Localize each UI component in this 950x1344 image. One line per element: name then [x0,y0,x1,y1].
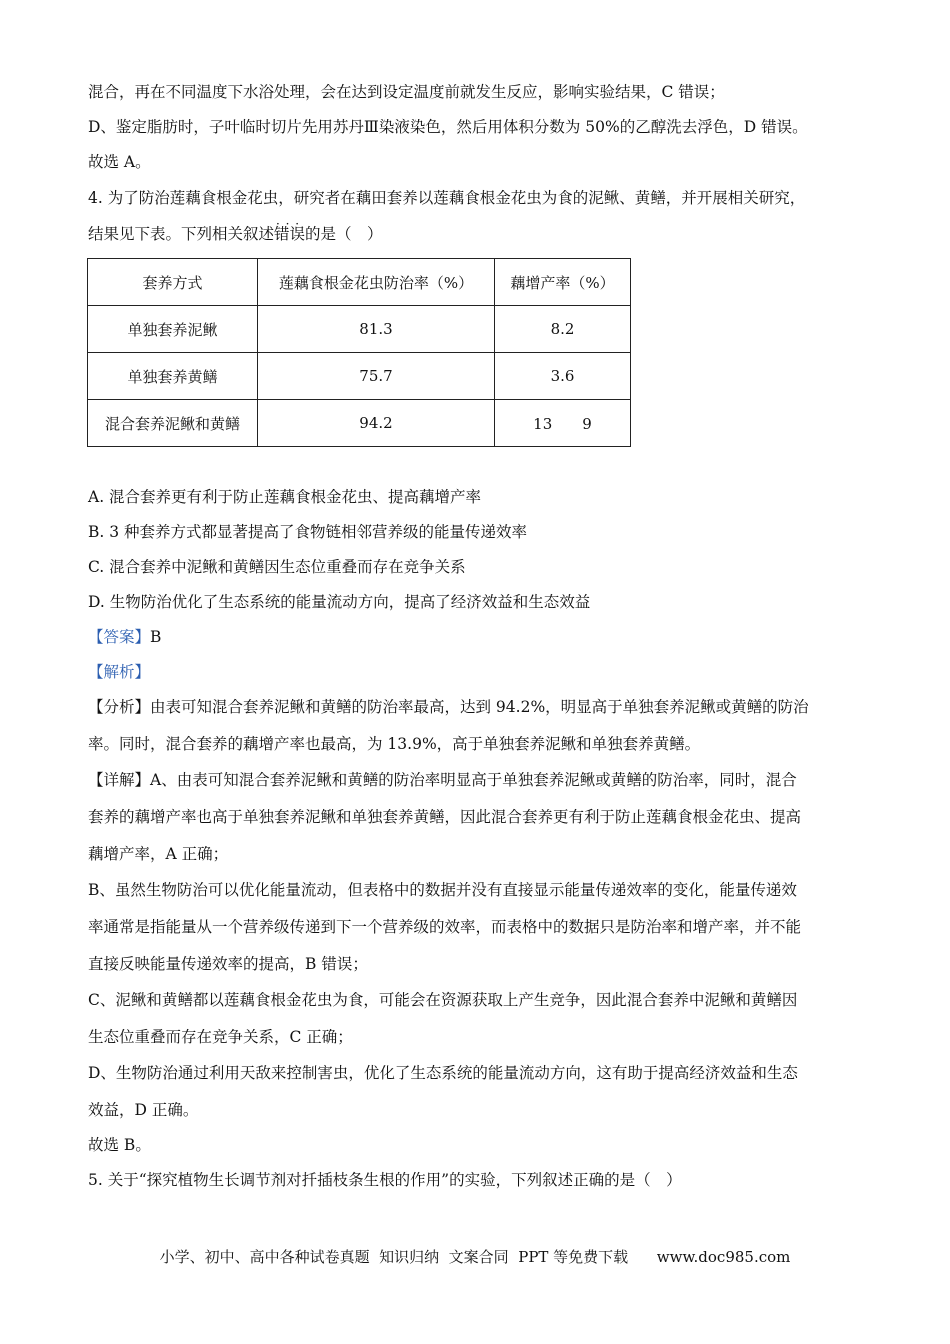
detail-line: 藕增产率，A 正确； [88,845,229,863]
answer-label: 【答案】 [88,628,151,646]
prev-answer-line-2: D、鉴定脂肪时，子叶临时切片先用苏丹Ⅲ染液染色，然后用体积分数为 50%的乙醇洗去浮色，D 错误。 [88,118,808,136]
analysis-line: 率。同时，混合套养的藕增产率也最高，为 13.9%，高于单独套养泥鳅和单独套养黄鳝。 [88,735,701,753]
table-header-row [88,259,631,306]
table-cell: 3.6 [495,353,631,400]
table-row [88,353,631,400]
analysis-line: 【分析】由表可知混合套养泥鳅和黄鳝的防治率最高，达到 94.2%，明显高于单独套养泥鳅或黄鳝的防治 [88,698,809,716]
table-cell: 81.3 [258,306,495,353]
detail-line: 套养的藕增产率也高于单独套养泥鳅和单独套养黄鳝，因此混合套养更有利于防止莲藕食根金花虫、提高 [88,808,802,826]
table-cell: 单独套养泥鳅 [88,306,258,353]
detail-line: B、虽然生物防治可以优化能量流动，但表格中的数据并没有直接显示能量传递效率的变化，能量传递效 [88,881,797,899]
detail-line: C、泥鳅和黄鳝都以莲藕食根金花虫为食，可能会在资源获取上产生竞争，因此混合套养中泥鳅和黄鳝因 [88,991,798,1009]
table-cell: 单独套养黄鳝 [88,353,258,400]
question-4-stem-line-2 [88,224,383,244]
table-header: 套养方式 [88,259,258,306]
prev-answer-conclusion: 故选 A。 [88,153,151,171]
detail-line: 【详解】A、由表可知混合套养泥鳅和黄鳝的防治率明显高于单独套养泥鳅或黄鳝的防治率，同时，混合 [88,771,797,789]
detail-conclusion: 故选 B。 [88,1136,151,1154]
detail-line: 直接反映能量传递效率的提高，B 错误； [88,955,368,973]
table-cell: 8.2 [495,306,631,353]
question-5-stem: 5. 关于“探究植物生长调节剂对扦插枝条生根的作用”的实验，下列叙述正确的是（ ） [88,1171,682,1189]
detail-line: D、生物防治通过利用天敌来控制害虫，优化了生态系统的能量流动方向，这有助于提高经济效益和生态 [88,1064,798,1082]
answer-value: B [150,628,162,646]
results-table [87,258,631,447]
prev-answer-line-1: 混合，再在不同温度下水浴处理，会在达到设定温度前就发生反应，影响实验结果，C 错误； [88,83,725,101]
option-d: D. 生物防治优化了生态系统的能量流动方向，提高了经济效益和生态效益 [88,593,591,611]
analysis-label: 【解析】 [88,663,151,681]
detail-line: 生态位重叠而存在竞争关系，C 正确； [88,1028,353,1046]
table-cell: 13 9 [495,400,631,447]
option-a: A. 混合套养更有利于防止莲藕食根金花虫、提高藕增产率 [88,488,482,506]
detail-line: 率通常是指能量从一个营养级传递到下一个营养级的效率，而表格中的数据只是防治率和增产率，并不能 [88,918,802,936]
stem-text-end: 的是（ ） [305,225,383,243]
question-4-stem-line-1: 4. 为了防治莲藕食根金花虫，研究者在藕田套养以莲藕食根金花虫为食的泥鳅、黄鳝，并开展相关研究， [88,189,806,207]
stem-text: 结果见下表。下列相关叙述 [88,225,275,243]
option-c: C. 混合套养中泥鳅和黄鳝因生态位重叠而存在竞争关系 [88,558,466,576]
page-footer: 小学、初中、高中各种试卷真题 知识归纳 文案合同 PPT 等免费下载 www.doc985.com [159,1248,791,1266]
table-row [88,306,631,353]
table-cell: 75.7 [258,353,495,400]
emphasis-word: · · · 错误 [274,225,305,243]
answer-line [88,627,161,647]
table-cell: 混合套养泥鳅和黄鳝 [88,400,258,447]
detail-line: 效益，D 正确。 [88,1101,199,1119]
table-cell: 94.2 [258,400,495,447]
option-b: B. 3 种套养方式都显著提高了食物链相邻营养级的能量传递效率 [88,523,528,541]
table-header: 莲藕食根金花虫防治率（%） [258,259,495,306]
table-row [88,400,631,447]
table-header: 藕增产率（%） [495,259,631,306]
